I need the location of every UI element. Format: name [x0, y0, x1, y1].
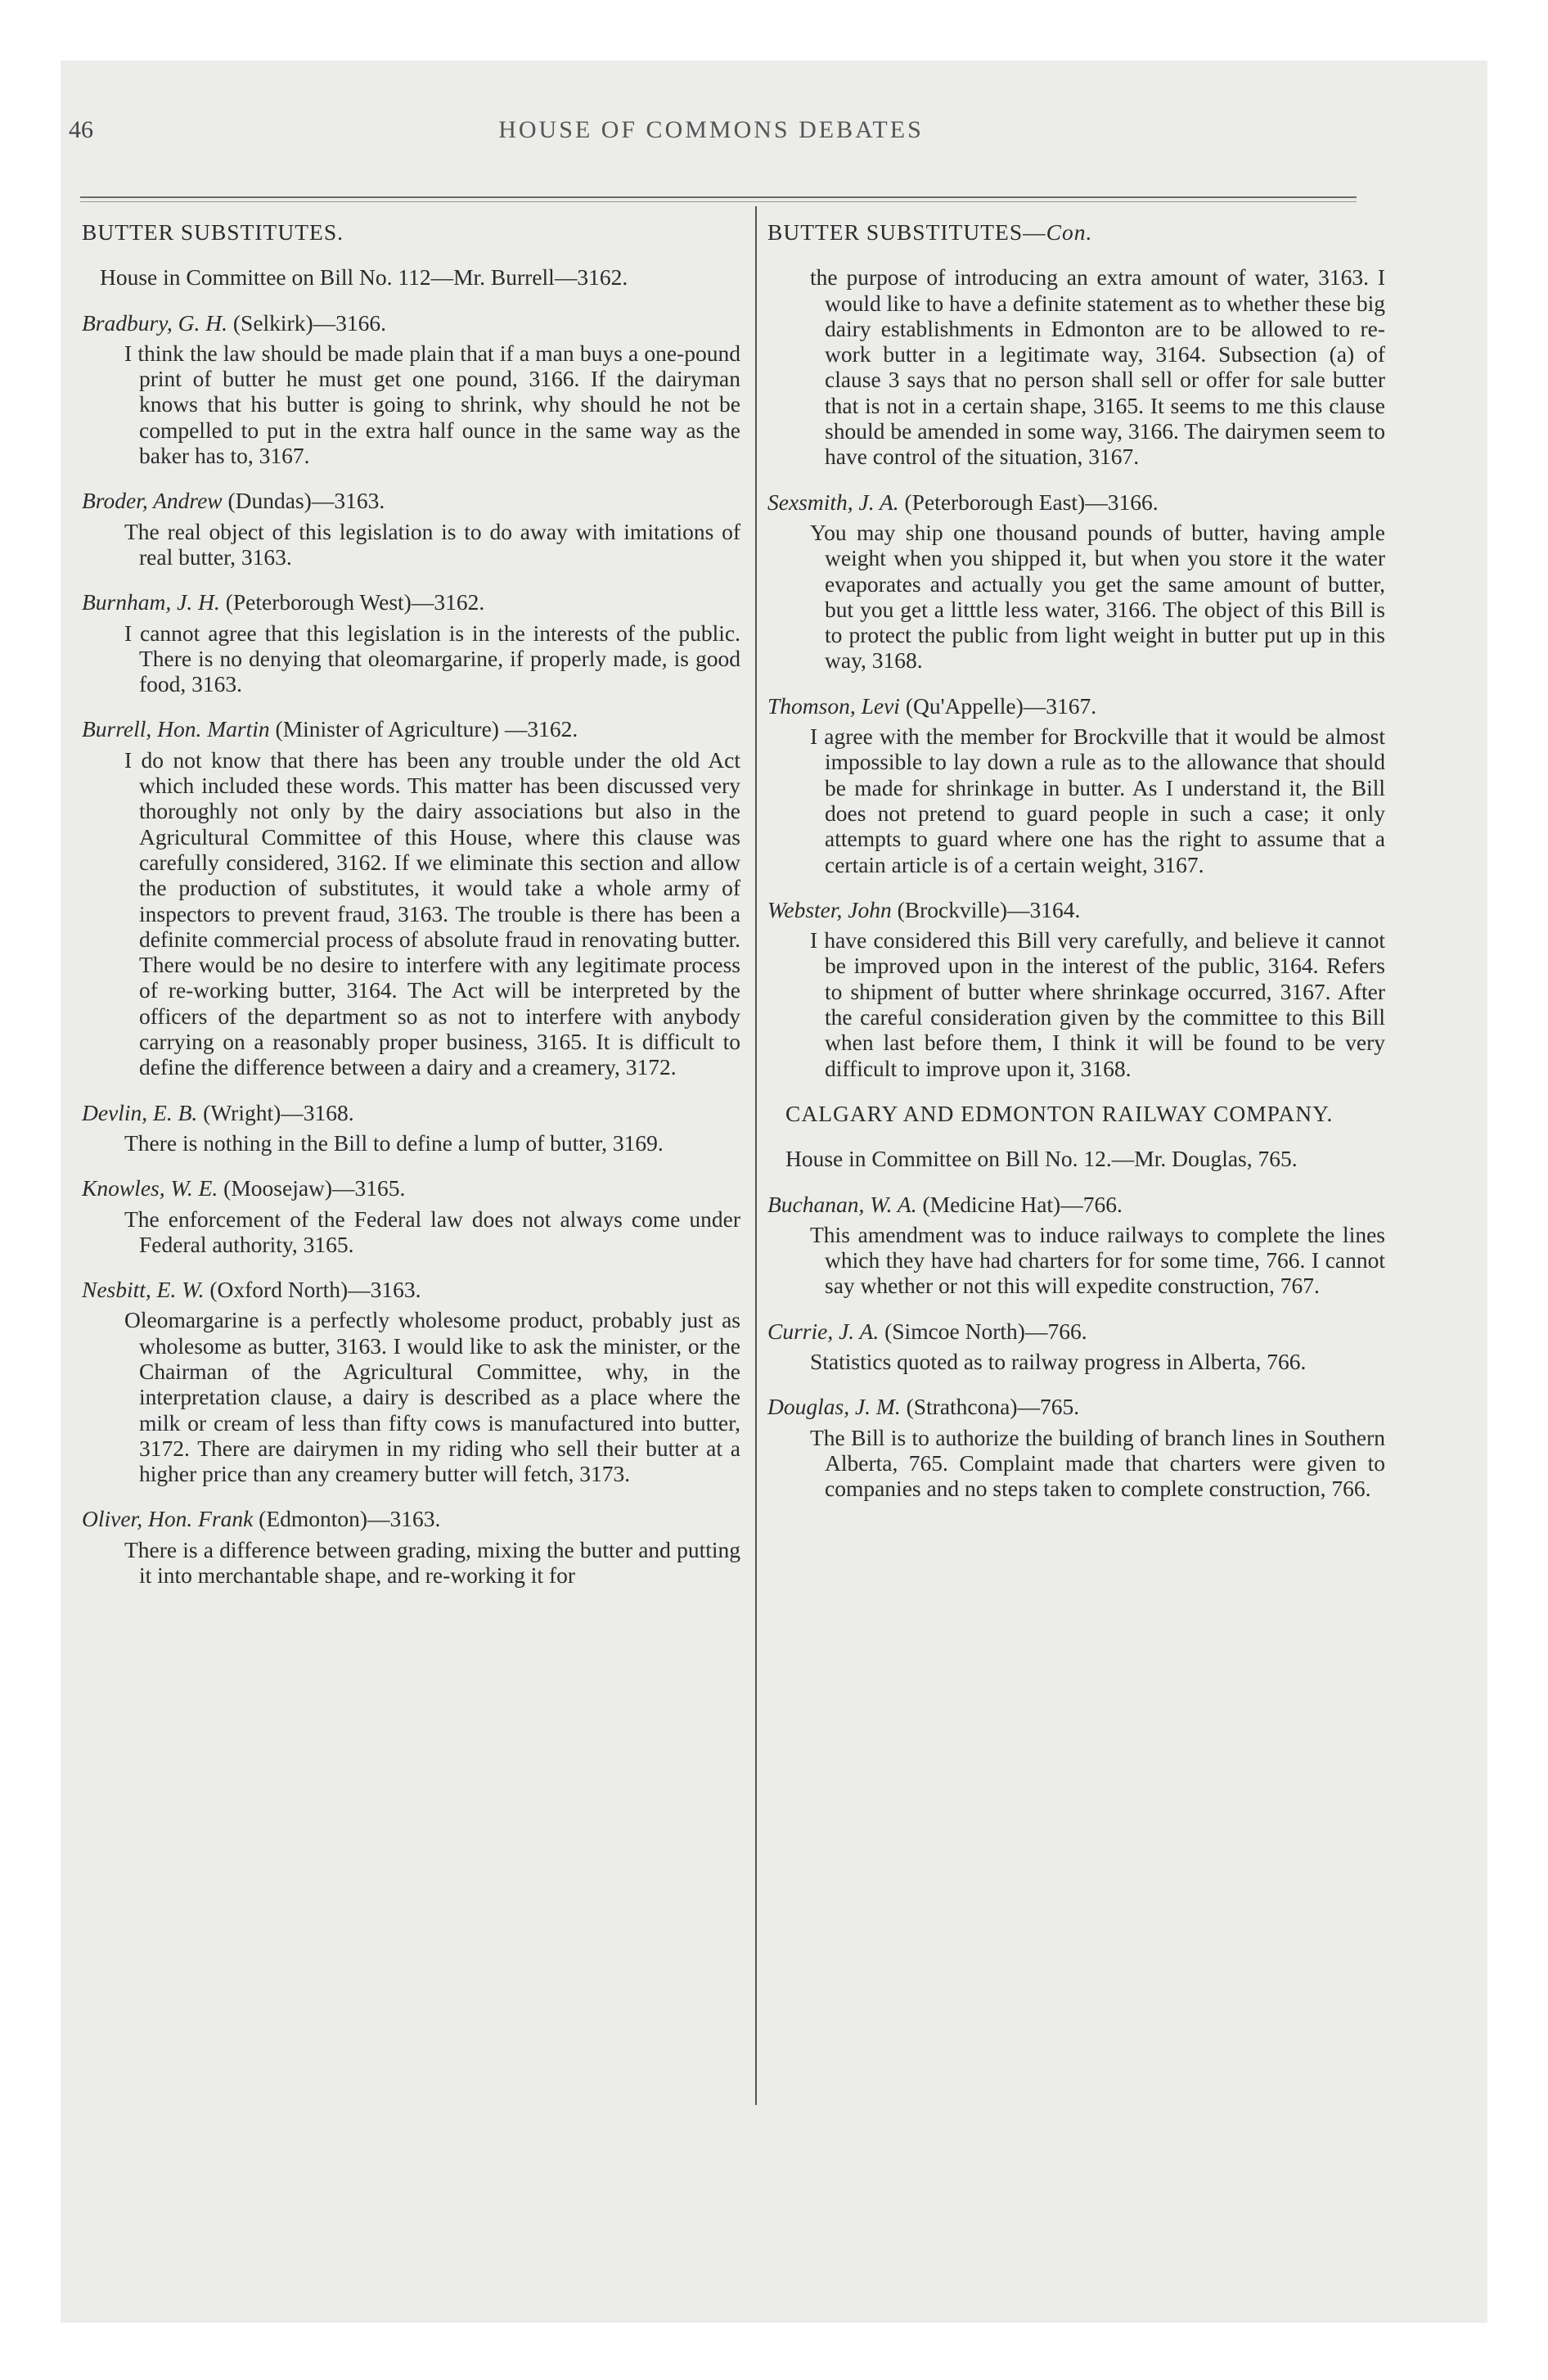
heading-cont-label: Con. [1046, 219, 1093, 245]
speaker-detail: (Oxford North)—3163. [204, 1277, 421, 1303]
speaker-name: Devlin, E. B. [82, 1099, 198, 1125]
speaker-entry [82, 716, 740, 1080]
speaker-line [82, 1100, 740, 1125]
speaker-line [82, 310, 740, 336]
speaker-detail: (Brockville)—3164. [891, 896, 1081, 922]
speaker-name: Nesbitt, E. W. [82, 1277, 205, 1303]
speaker-line [767, 489, 1385, 515]
speaker-name: Sexsmith, J. A. [767, 489, 899, 515]
header-rule-secondary [80, 201, 1357, 202]
speaker-entry [767, 1318, 1385, 1375]
speaker-entry [767, 1192, 1385, 1299]
speaker-entry [767, 489, 1385, 674]
speech-summary: I think the law should be made plain that if a man buys a one-pound print of butter he must get one pound, 3166. If the dairyman knows that his butter is going to shrink, why should he not be compelled to put in the extra half ounce in the same way as the baker has to, 3167. [124, 340, 740, 469]
speech-summary: The enforcement of the Federal law does not always come under Federal authority, 3165. [124, 1206, 740, 1257]
speaker-entry [767, 897, 1385, 1081]
speaker-line [82, 589, 740, 615]
right-column [767, 219, 1385, 1521]
speaker-name: Burnham, J. H. [82, 589, 220, 615]
speaker-detail: (Strathcona)—765. [900, 1394, 1080, 1420]
speech-summary: I do not know that there has been any trouble under the old Act which included these words. This matter has been discussed very thoroughly not only by the dairy associations but also in the Agricultural Committee of this House, where this clause was carefully considered, 3162. If we eliminate this section and allow the production of substitutes, it would take a whole army of inspectors to prevent fraud, 3163. The trouble is there has been a definite commercial process of absolute fraud in renovating butter. There would be no desire to interfere with any legitimate process of re-working butter, 3164. The Act will be interpreted by the officers of the department so as not to interfere with anybody carrying on a reasonably proper business, 3165. It is difficult to define the difference between a dairy and a creamery, 3172. [124, 746, 740, 1080]
speaker-name: Buchanan, W. A. [767, 1191, 917, 1217]
speaker-line [82, 1277, 740, 1302]
speech-summary: I have considered this Bill very carefully, and believe it cannot be improved upon in the interest of the public, 3164. Refers to shipment of butter where shrinkage occurred, 3167. After the careful consideration given by the committee to this Bill when last before them, I think it will be found to be very difficult to improve upon it, 3168. [810, 927, 1385, 1081]
speaker-name: Burrell, Hon. Martin [82, 716, 270, 742]
committee-intro-2: House in Committee on Bill No. 12.—Mr. Douglas, 765. [785, 1146, 1298, 1172]
speaker-name: Knowles, W. E. [82, 1175, 218, 1201]
speaker-entry [82, 310, 740, 469]
speech-summary: I cannot agree that this legislation is in the interests of the public. There is no denying that oleomargarine, if properly made, is good food, 3163. [124, 620, 740, 697]
page-number: 46 [69, 116, 93, 143]
speaker-line [767, 1192, 1385, 1217]
speech-summary: The real object of this legislation is to do away with imitations of real butter, 3163. [124, 518, 740, 570]
speaker-line [82, 1506, 740, 1531]
speaker-detail: (Peterborough West)—3162. [219, 589, 485, 615]
speaker-line [767, 897, 1385, 922]
section-heading-2: CALGARY AND EDMONTON RAILWAY COMPANY. [785, 1100, 1334, 1126]
speaker-name: Broder, Andrew [82, 488, 223, 514]
heading-text: BUTTER SUBSTITUTES— [767, 219, 1046, 245]
speaker-line [82, 716, 740, 741]
speaker-detail: (Edmonton)—3163. [253, 1506, 441, 1532]
speaker-name: Douglas, J. M. [767, 1394, 901, 1420]
committee-intro: House in Committee on Bill No. 112—Mr. Burrell—3162. [100, 264, 628, 291]
running-title: HOUSE OF COMMONS DEBATES [498, 116, 924, 143]
speaker-entry [82, 1175, 740, 1257]
header-rule [80, 196, 1357, 198]
speaker-line [767, 1394, 1385, 1419]
speech-summary: Oleomargarine is a perfectly wholesome product, probably just as wholesome as butter, 3163. I would like to ask the minister, or the Chairman of the Agricultural Committee, why, in the interpretation clause, a dairy is described as a place where the milk or cream of less than fifty cows is manufactured into butter, 3172. There are dairymen in my riding who sell their butter at a higher price than any creamery butter will fetch, 3173. [124, 1307, 740, 1487]
speech-summary: There is nothing in the Bill to define a lump of butter, 3169. [124, 1129, 664, 1156]
speaker-entry [82, 1277, 740, 1486]
speaker-line [82, 1175, 740, 1201]
speaker-detail: (Medicine Hat)—766. [916, 1191, 1123, 1217]
speaker-detail: (Moosejaw)—3165. [218, 1175, 406, 1201]
speech-summary: I agree with the member for Brockville that it would be almost impossible to lay down a rule as to the allowance that should be made for shrinkage in butter. As I understand it, the Bill does not pretend to guard people in such a case; it only attempts to guard where one has the right to assume that a certain article is of a certain weight, 3167. [810, 723, 1385, 877]
speaker-detail: (Dundas)—3163. [222, 488, 385, 514]
speaker-entry [82, 1506, 740, 1588]
speaker-detail: (Qu'Appelle)—3167. [899, 692, 1097, 719]
speech-summary: Statistics quoted as to railway progress in Alberta, 766. [810, 1348, 1307, 1374]
speaker-entry [767, 693, 1385, 877]
speaker-detail: (Wright)—3168. [197, 1099, 354, 1125]
speaker-name: Webster, John [767, 896, 892, 922]
speech-summary: This amendment was to induce railways to complete the lines which they have had charters for for some time, 766. I cannot say whether or not this will expedite construction, 767. [810, 1221, 1385, 1299]
speaker-line [82, 488, 740, 513]
speaker-entry [767, 1394, 1385, 1501]
speaker-name: Bradbury, G. H. [82, 309, 227, 336]
speaker-entry [82, 589, 740, 696]
left-column [82, 219, 740, 1607]
speech-summary: The Bill is to authorize the building of branch lines in Southern Alberta, 765. Complaint made that charters were given to companies and no steps taken to complete construction, 766. [810, 1424, 1385, 1502]
speaker-line [767, 693, 1385, 719]
speaker-line [767, 1318, 1385, 1344]
speaker-detail: (Minister of Agriculture) —3162. [269, 716, 578, 742]
speaker-name: Currie, J. A. [767, 1318, 880, 1344]
speaker-name: Thomson, Levi [767, 692, 900, 719]
speaker-detail: (Simcoe North)—766. [879, 1318, 1087, 1344]
page-header [69, 116, 1353, 157]
speaker-detail: (Selkirk)—3166. [227, 309, 387, 336]
column-divider [755, 206, 757, 2105]
speech-summary: You may ship one thousand pounds of butter, having ample weight when you shipped it, but when you store it the water evaporates and actually you get the same amount of butter, but you get a litttle less water, 3166. The object of this Bill is to protect the public from light weight in butter put up in this way, 3168. [810, 519, 1385, 674]
continued-speech: the purpose of introducing an extra amount of water, 3163. I would like to have a definite statement as to whether these big dairy establishments in Edmonton are to be allowed to re-work butter in a legitimate way, 3164. Subsection (a) of clause 3 says that no person shall sell or offer for sale butter that is not in a certain shape, 3165. It seems to me this clause should be amended in some way, 3166. The dairymen seem to have control of the situation, 3167. [810, 264, 1386, 470]
speech-summary: There is a difference between grading, mixing the butter and putting it into merchantable shape, and re-working it for [124, 1536, 740, 1589]
speaker-entry [82, 488, 740, 570]
section-heading: BUTTER SUBSTITUTES. [82, 219, 344, 245]
speaker-name: Oliver, Hon. Frank [82, 1506, 254, 1532]
speaker-detail: (Peterborough East)—3166. [898, 489, 1159, 515]
speaker-entry [82, 1100, 740, 1156]
section-heading-continued [767, 219, 1385, 245]
